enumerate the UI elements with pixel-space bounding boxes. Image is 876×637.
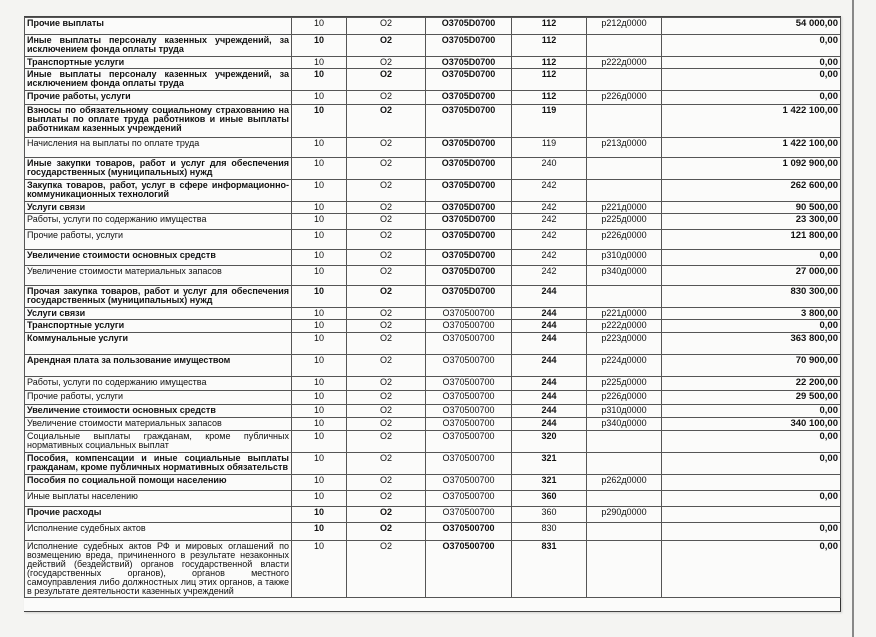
target-article-cell: О370500700 [426, 355, 512, 377]
kosgu-code-cell: р224д0000 [587, 355, 662, 377]
subsection-code-cell: О2 [347, 491, 426, 507]
table-row [25, 418, 841, 431]
section-code-cell: 10 [292, 138, 347, 158]
expense-type-cell: 321 [512, 475, 587, 491]
table-row [25, 57, 841, 69]
target-article-cell: О370500700 [426, 308, 512, 320]
row-name-cell: Исполнение судебных актов [25, 523, 292, 541]
section-code-cell: 10 [292, 266, 347, 286]
table-row [25, 91, 841, 105]
kosgu-code-cell: р212д0000 [587, 18, 662, 35]
expense-type-cell: 244 [512, 355, 587, 377]
table-row [25, 230, 841, 250]
table-row [25, 158, 841, 180]
expense-type-cell: 242 [512, 180, 587, 202]
row-name-cell: Увеличение стоимости материальных запасов [25, 418, 292, 431]
subsection-code-cell: О2 [347, 266, 426, 286]
subsection-code-cell: О2 [347, 475, 426, 491]
target-article-cell: О370500700 [426, 333, 512, 355]
subsection-code-cell: О2 [347, 355, 426, 377]
subsection-code-cell: О2 [347, 202, 426, 214]
amount-cell: 1 422 100,00 [662, 138, 841, 158]
expense-type-cell: 244 [512, 405, 587, 418]
amount-cell: 0,00 [662, 91, 841, 105]
row-name-cell: Работы, услуги по содержанию имущества [25, 214, 292, 230]
expense-type-cell: 112 [512, 69, 587, 91]
amount-cell: 0,00 [662, 405, 841, 418]
expense-type-cell: 112 [512, 91, 587, 105]
amount-cell: 23 300,00 [662, 214, 841, 230]
target-article-cell: О370500700 [426, 523, 512, 541]
amount-cell: 0,00 [662, 69, 841, 91]
amount-cell: 0,00 [662, 453, 841, 475]
kosgu-code-cell: р262д0000 [587, 475, 662, 491]
row-name-cell: Транспортные услуги [25, 320, 292, 333]
kosgu-code-cell: р226д0000 [587, 391, 662, 405]
subsection-code-cell: О2 [347, 320, 426, 333]
table-row [25, 475, 841, 491]
section-code-cell: 10 [292, 405, 347, 418]
target-article-cell: О3705D0700 [426, 35, 512, 57]
page-edge-shadow [852, 0, 854, 637]
kosgu-code-cell: р225д0000 [587, 377, 662, 391]
table-body [25, 18, 841, 598]
table-row [25, 214, 841, 230]
section-code-cell: 10 [292, 320, 347, 333]
subsection-code-cell: О2 [347, 180, 426, 202]
row-name-cell: Услуги связи [25, 308, 292, 320]
row-name-cell: Иные закупки товаров, работ и услуг для обеспечения государственных (муниципальных) нужд [25, 158, 292, 180]
subsection-code-cell: О2 [347, 405, 426, 418]
row-name-cell: Арендная плата за пользование имуществом [25, 355, 292, 377]
row-name-cell: Иные выплаты персоналу казенных учреждений, за исключением фонда оплаты труда [25, 69, 292, 91]
expense-type-cell: 321 [512, 453, 587, 475]
expense-type-cell: 112 [512, 18, 587, 35]
table-row [25, 105, 841, 138]
subsection-code-cell: О2 [347, 138, 426, 158]
amount-cell: 3 800,00 [662, 308, 841, 320]
expense-type-cell: 119 [512, 105, 587, 138]
table-row [25, 180, 841, 202]
expense-type-cell: 244 [512, 391, 587, 405]
target-article-cell: О370500700 [426, 453, 512, 475]
table-row [25, 250, 841, 266]
row-name-cell: Увеличение стоимости материальных запасов [25, 266, 292, 286]
table-row [25, 308, 841, 320]
section-code-cell: 10 [292, 491, 347, 507]
target-article-cell: О370500700 [426, 320, 512, 333]
subsection-code-cell: О2 [347, 105, 426, 138]
subsection-code-cell: О2 [347, 35, 426, 57]
row-name-cell: Прочая закупка товаров, работ и услуг для обеспечения государственных (муниципальных) нужд [25, 286, 292, 308]
kosgu-code-cell: р310д0000 [587, 405, 662, 418]
table-row [25, 138, 841, 158]
kosgu-code-cell: р221д0000 [587, 202, 662, 214]
subsection-code-cell: О2 [347, 214, 426, 230]
section-code-cell: 10 [292, 308, 347, 320]
kosgu-code-cell: р225д0000 [587, 214, 662, 230]
kosgu-code-cell [587, 431, 662, 453]
target-article-cell: О3705D0700 [426, 286, 512, 308]
kosgu-code-cell [587, 286, 662, 308]
kosgu-code-cell: р226д0000 [587, 230, 662, 250]
target-article-cell: О3705D0700 [426, 250, 512, 266]
section-code-cell: 10 [292, 250, 347, 266]
table-row [25, 286, 841, 308]
amount-cell: 0,00 [662, 320, 841, 333]
section-code-cell: 10 [292, 453, 347, 475]
subsection-code-cell: О2 [347, 286, 426, 308]
kosgu-code-cell [587, 491, 662, 507]
row-name-cell: Исполнение судебных актов РФ и мировых оглашений по возмещению вреда, причиненного в результате незаконных действий (бездействий) органов государственной власти (государственных органов), органов местного самоуправления либо должностных лиц этих органов, а также в результате деятельности казенных учреждений [25, 541, 292, 598]
subsection-code-cell: О2 [347, 541, 426, 598]
target-article-cell: О370500700 [426, 377, 512, 391]
row-name-cell: Работы, услуги по содержанию имущества [25, 377, 292, 391]
subsection-code-cell: О2 [347, 391, 426, 405]
table-row [25, 453, 841, 475]
subsection-code-cell: О2 [347, 308, 426, 320]
section-code-cell: 10 [292, 391, 347, 405]
expense-type-cell: 244 [512, 308, 587, 320]
table-row [25, 35, 841, 57]
kosgu-code-cell [587, 35, 662, 57]
expense-type-cell: 242 [512, 202, 587, 214]
table-row [25, 523, 841, 541]
expense-type-cell: 244 [512, 320, 587, 333]
subsection-code-cell: О2 [347, 523, 426, 541]
target-article-cell: О3705D0700 [426, 69, 512, 91]
amount-cell: 0,00 [662, 491, 841, 507]
amount-cell [662, 507, 841, 523]
target-article-cell: О370500700 [426, 491, 512, 507]
amount-cell: 29 500,00 [662, 391, 841, 405]
expense-type-cell: 831 [512, 541, 587, 598]
row-name-cell: Коммунальные услуги [25, 333, 292, 355]
target-article-cell: О370500700 [426, 431, 512, 453]
amount-cell: 363 800,00 [662, 333, 841, 355]
expense-type-cell: 240 [512, 158, 587, 180]
target-article-cell: О3705D0700 [426, 214, 512, 230]
kosgu-code-cell: р221д0000 [587, 308, 662, 320]
table-row [25, 507, 841, 523]
amount-cell: 830 300,00 [662, 286, 841, 308]
row-name-cell: Закупка товаров, работ, услуг в сфере информационно-коммуникационных технологий [25, 180, 292, 202]
expense-type-cell: 242 [512, 230, 587, 250]
subsection-code-cell: О2 [347, 69, 426, 91]
expense-type-cell: 244 [512, 286, 587, 308]
table-row [25, 405, 841, 418]
subsection-code-cell: О2 [347, 333, 426, 355]
row-name-cell: Иные выплаты населению [25, 491, 292, 507]
row-name-cell: Прочие работы, услуги [25, 391, 292, 405]
kosgu-code-cell: р290д0000 [587, 507, 662, 523]
section-code-cell: 10 [292, 541, 347, 598]
target-article-cell: О3705D0700 [426, 158, 512, 180]
row-name-cell: Прочие расходы [25, 507, 292, 523]
row-name-cell: Увеличение стоимости основных средств [25, 250, 292, 266]
amount-cell: 22 200,00 [662, 377, 841, 391]
expense-type-cell: 112 [512, 35, 587, 57]
target-article-cell: О370500700 [426, 507, 512, 523]
amount-cell: 90 500,00 [662, 202, 841, 214]
table-row [25, 431, 841, 453]
section-code-cell: 10 [292, 418, 347, 431]
target-article-cell: О3705D0700 [426, 202, 512, 214]
target-article-cell: О370500700 [426, 391, 512, 405]
target-article-cell: О3705D0700 [426, 138, 512, 158]
section-code-cell: 10 [292, 69, 347, 91]
amount-cell: 121 800,00 [662, 230, 841, 250]
subsection-code-cell: О2 [347, 453, 426, 475]
amount-cell: 70 900,00 [662, 355, 841, 377]
expense-type-cell: 119 [512, 138, 587, 158]
table-row [25, 541, 841, 598]
table-row [25, 18, 841, 35]
amount-cell: 340 100,00 [662, 418, 841, 431]
target-article-cell: О3705D0700 [426, 57, 512, 69]
amount-cell: 0,00 [662, 250, 841, 266]
table-row [25, 202, 841, 214]
amount-cell: 262 600,00 [662, 180, 841, 202]
row-name-cell: Транспортные услуги [25, 57, 292, 69]
expense-type-cell: 242 [512, 214, 587, 230]
target-article-cell: О3705D0700 [426, 105, 512, 138]
expense-type-cell: 244 [512, 377, 587, 391]
target-article-cell: О370500700 [426, 405, 512, 418]
subsection-code-cell: О2 [347, 57, 426, 69]
target-article-cell: О3705D0700 [426, 180, 512, 202]
table-row [25, 69, 841, 91]
document-page [24, 16, 841, 612]
subsection-code-cell: О2 [347, 91, 426, 105]
kosgu-code-cell: р340д0000 [587, 266, 662, 286]
target-article-cell: О370500700 [426, 418, 512, 431]
section-code-cell: 10 [292, 475, 347, 491]
table-row [25, 355, 841, 377]
row-name-cell: Пособия по социальной помощи населению [25, 475, 292, 491]
kosgu-code-cell [587, 158, 662, 180]
section-code-cell: 10 [292, 377, 347, 391]
kosgu-code-cell [587, 105, 662, 138]
row-name-cell: Социальные выплаты гражданам, кроме публичных нормативных социальных выплат [25, 431, 292, 453]
budget-table [24, 17, 841, 598]
section-code-cell: 10 [292, 431, 347, 453]
amount-cell: 54 000,00 [662, 18, 841, 35]
target-article-cell: О3705D0700 [426, 18, 512, 35]
section-code-cell: 10 [292, 91, 347, 105]
kosgu-code-cell [587, 180, 662, 202]
expense-type-cell: 320 [512, 431, 587, 453]
section-code-cell: 10 [292, 507, 347, 523]
section-code-cell: 10 [292, 35, 347, 57]
kosgu-code-cell: р340д0000 [587, 418, 662, 431]
row-name-cell: Увеличение стоимости основных средств [25, 405, 292, 418]
kosgu-code-cell [587, 453, 662, 475]
amount-cell: 0,00 [662, 431, 841, 453]
section-code-cell: 10 [292, 202, 347, 214]
subsection-code-cell: О2 [347, 158, 426, 180]
kosgu-code-cell: р310д0000 [587, 250, 662, 266]
section-code-cell: 10 [292, 523, 347, 541]
section-code-cell: 10 [292, 230, 347, 250]
row-name-cell: Пособия, компенсации и иные социальные выплаты гражданам, кроме публичных нормативных обязательств [25, 453, 292, 475]
subsection-code-cell: О2 [347, 230, 426, 250]
amount-cell [662, 475, 841, 491]
kosgu-code-cell: р223д0000 [587, 333, 662, 355]
section-code-cell: 10 [292, 333, 347, 355]
expense-type-cell: 244 [512, 418, 587, 431]
target-article-cell: О3705D0700 [426, 230, 512, 250]
target-article-cell: О3705D0700 [426, 91, 512, 105]
expense-type-cell: 360 [512, 507, 587, 523]
expense-type-cell: 112 [512, 57, 587, 69]
row-name-cell: Прочие работы, услуги [25, 230, 292, 250]
kosgu-code-cell [587, 69, 662, 91]
target-article-cell: О370500700 [426, 475, 512, 491]
subsection-code-cell: О2 [347, 431, 426, 453]
expense-type-cell: 244 [512, 333, 587, 355]
table-row [25, 333, 841, 355]
row-name-cell: Иные выплаты персоналу казенных учреждений, за исключением фонда оплаты труда [25, 35, 292, 57]
subsection-code-cell: О2 [347, 418, 426, 431]
kosgu-code-cell: р222д0000 [587, 57, 662, 69]
expense-type-cell: 830 [512, 523, 587, 541]
amount-cell: 0,00 [662, 35, 841, 57]
kosgu-code-cell: р222д0000 [587, 320, 662, 333]
kosgu-code-cell [587, 541, 662, 598]
amount-cell: 27 000,00 [662, 266, 841, 286]
section-code-cell: 10 [292, 105, 347, 138]
section-code-cell: 10 [292, 158, 347, 180]
table-row [25, 391, 841, 405]
amount-cell: 0,00 [662, 541, 841, 598]
row-name-cell: Прочие работы, услуги [25, 91, 292, 105]
section-code-cell: 10 [292, 18, 347, 35]
amount-cell: 1 092 900,00 [662, 158, 841, 180]
row-name-cell: Взносы по обязательному социальному страхованию на выплаты по оплате труда работников и иные выплаты работникам казенных учреждений [25, 105, 292, 138]
subsection-code-cell: О2 [347, 18, 426, 35]
amount-cell: 1 422 100,00 [662, 105, 841, 138]
section-code-cell: 10 [292, 180, 347, 202]
row-name-cell: Услуги связи [25, 202, 292, 214]
section-code-cell: 10 [292, 355, 347, 377]
kosgu-code-cell [587, 523, 662, 541]
section-code-cell: 10 [292, 214, 347, 230]
expense-type-cell: 242 [512, 266, 587, 286]
target-article-cell: О370500700 [426, 541, 512, 598]
target-article-cell: О3705D0700 [426, 266, 512, 286]
table-row [25, 491, 841, 507]
section-code-cell: 10 [292, 286, 347, 308]
expense-type-cell: 360 [512, 491, 587, 507]
amount-cell: 0,00 [662, 523, 841, 541]
subsection-code-cell: О2 [347, 507, 426, 523]
section-code-cell: 10 [292, 57, 347, 69]
table-row [25, 266, 841, 286]
expense-type-cell: 242 [512, 250, 587, 266]
subsection-code-cell: О2 [347, 377, 426, 391]
table-row [25, 377, 841, 391]
kosgu-code-cell: р213д0000 [587, 138, 662, 158]
table-row [25, 320, 841, 333]
row-name-cell: Прочие выплаты [25, 18, 292, 35]
kosgu-code-cell: р226д0000 [587, 91, 662, 105]
amount-cell: 0,00 [662, 57, 841, 69]
subsection-code-cell: О2 [347, 250, 426, 266]
row-name-cell: Начисления на выплаты по оплате труда [25, 138, 292, 158]
